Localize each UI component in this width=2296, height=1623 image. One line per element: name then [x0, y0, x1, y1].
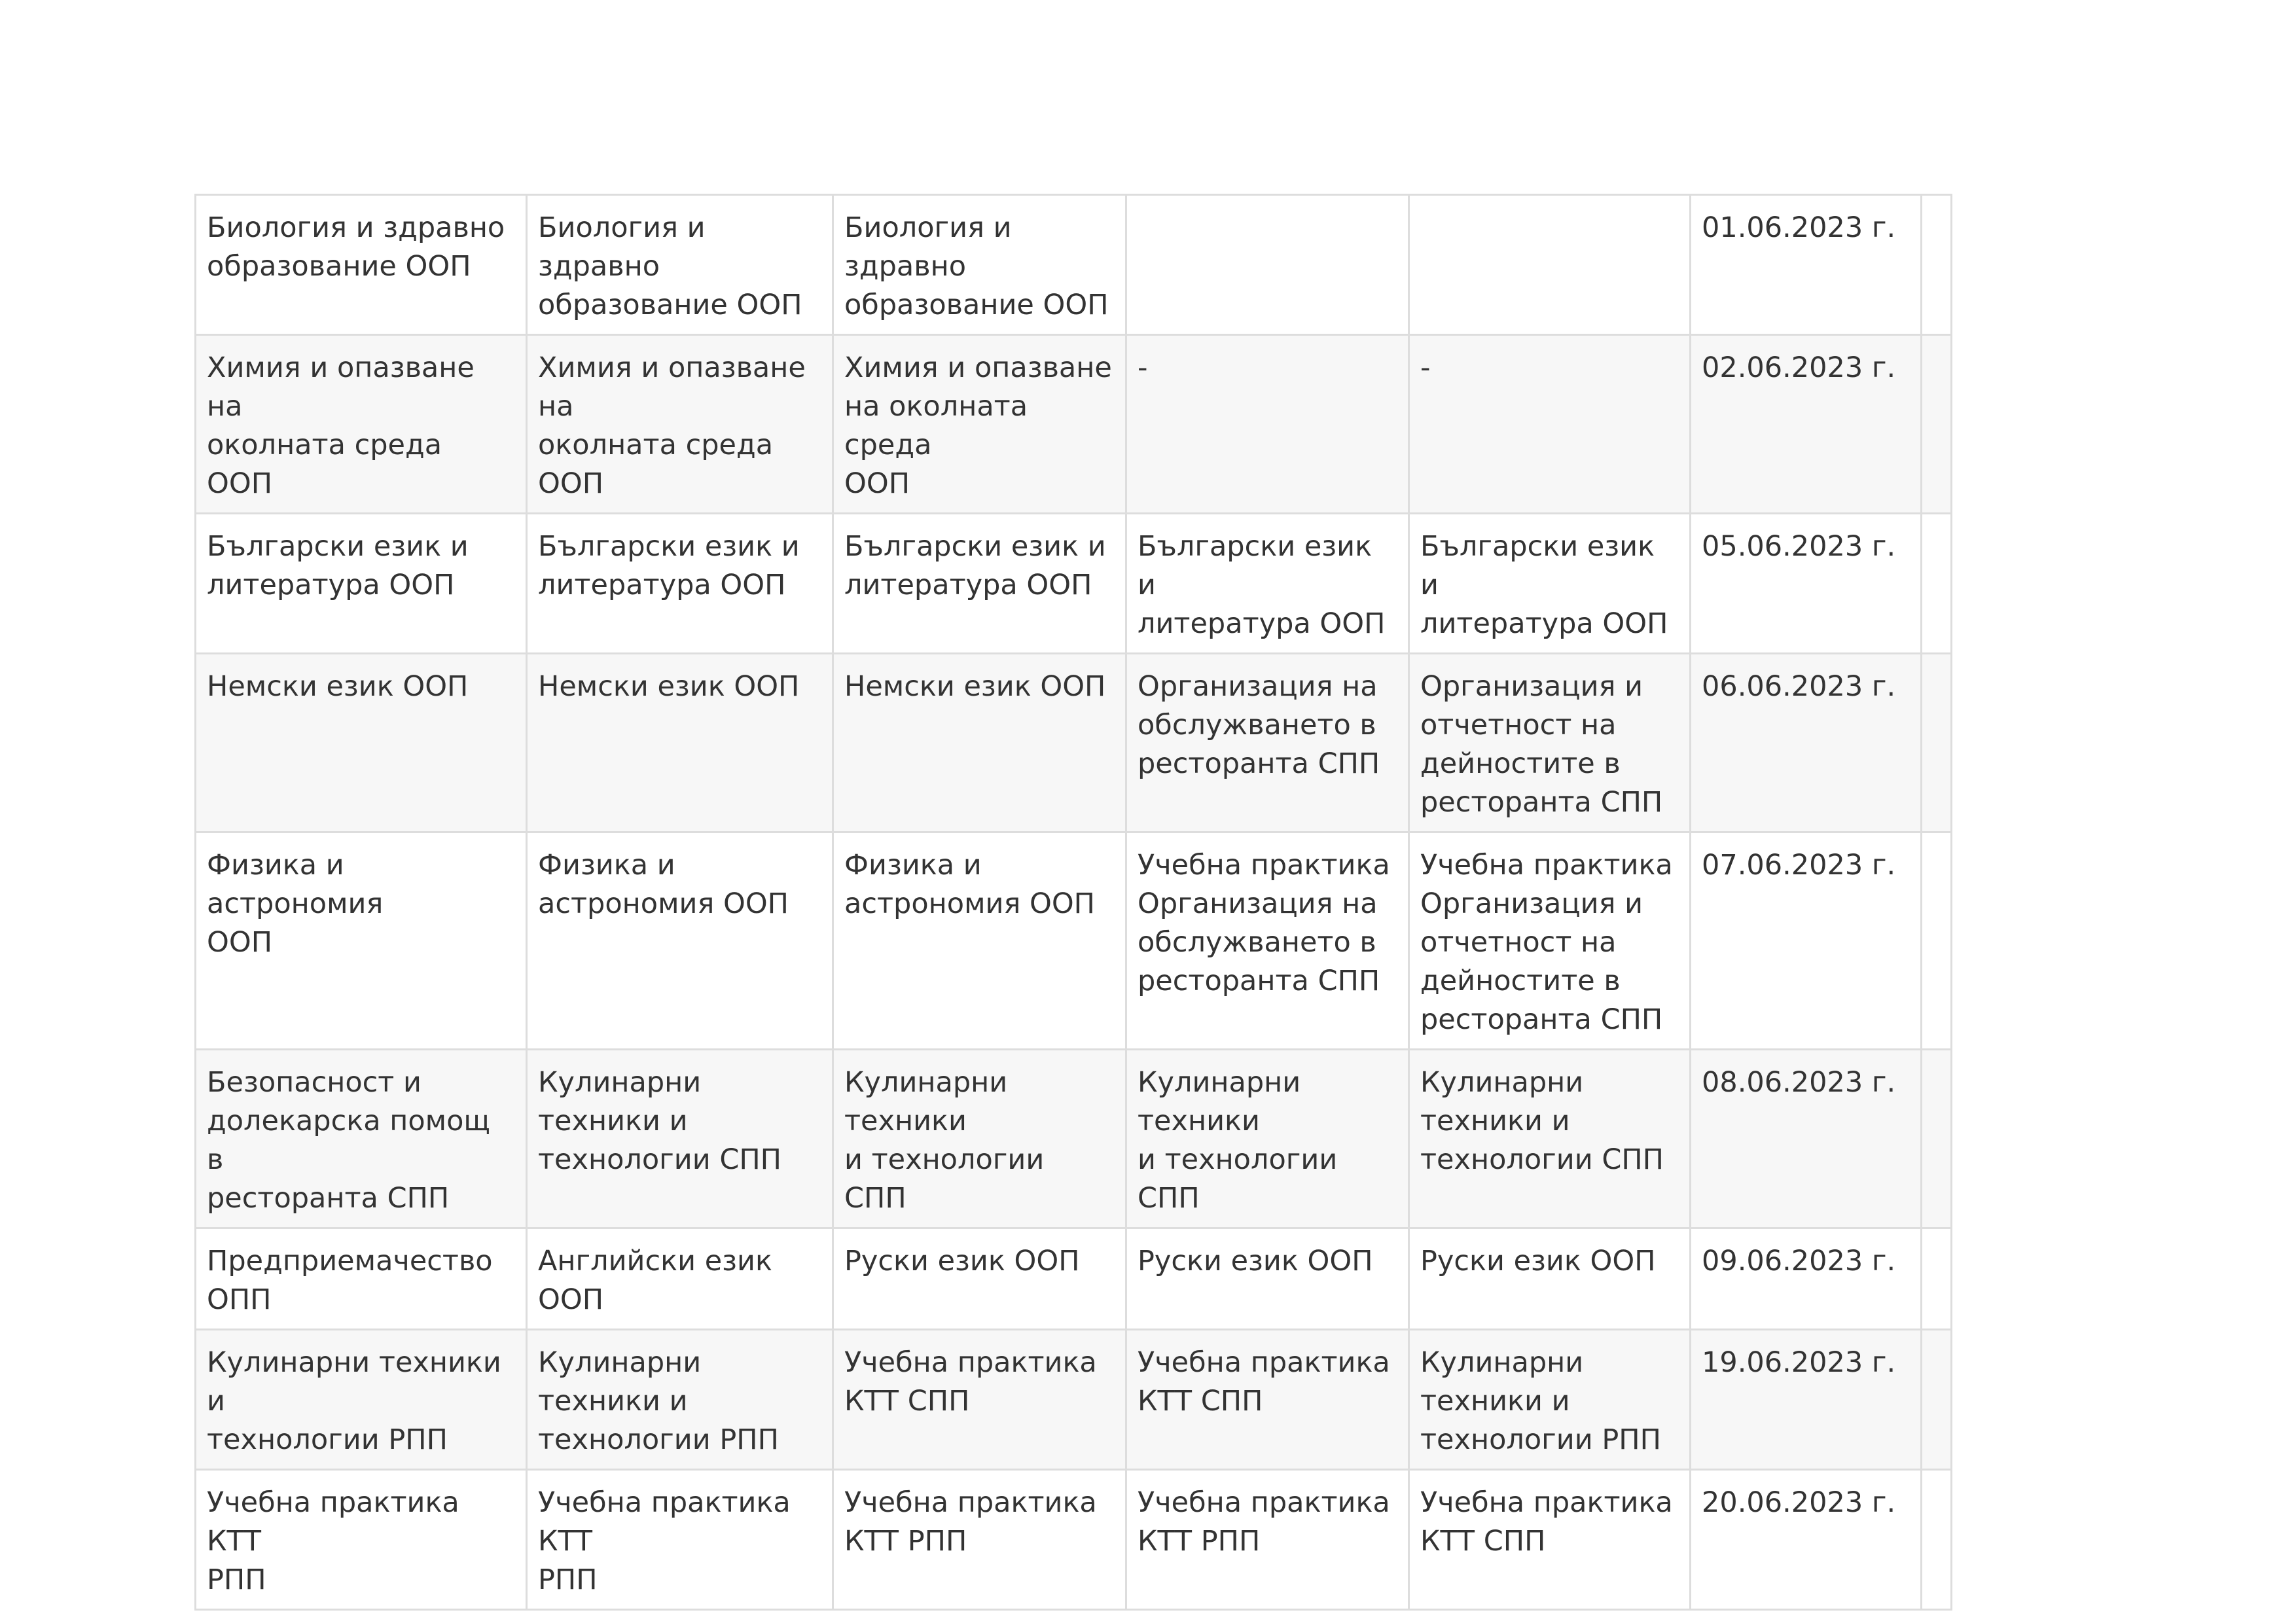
cell-text: Руски език ООП	[844, 1245, 1080, 1277]
table-cell-subject-col-1	[196, 832, 527, 1050]
cell-text: Български език и литература ООП	[844, 530, 1106, 601]
cell-text: Предприемачество ОПП	[207, 1245, 493, 1316]
table-cell-date	[1691, 1228, 1922, 1330]
cell-text: Немски език ООП	[538, 670, 800, 703]
table-row	[196, 195, 1952, 335]
table-cell-subject-col-1	[196, 1470, 527, 1610]
table-cell-subject-col-5	[1409, 1470, 1691, 1610]
cell-text: Учебна практика КТТ СПП	[1420, 1486, 1673, 1558]
exam-date: 20.06.2023 г.	[1702, 1486, 1896, 1519]
table-cell-subject-col-2	[527, 514, 833, 654]
table-cell-subject-col-2	[527, 1330, 833, 1470]
table-cell-subject-col-5	[1409, 335, 1691, 514]
cell-text: Немски език ООП	[844, 670, 1106, 703]
table-cell-subject-col-1	[196, 335, 527, 514]
table-cell-subject-col-5	[1409, 514, 1691, 654]
cell-text: -	[1138, 351, 1148, 384]
table-cell-date	[1691, 1470, 1922, 1610]
cell-text: Учебна практика КТТ РПП	[207, 1486, 459, 1596]
cell-text: Учебна практика КТТ СПП	[1138, 1346, 1390, 1418]
table-cell-extra	[1922, 195, 1952, 335]
table-row	[196, 335, 1952, 514]
cell-text: Кулинарни техники и технологии РПП	[1420, 1346, 1661, 1456]
table-cell-date	[1691, 1050, 1922, 1228]
exam-date: 09.06.2023 г.	[1702, 1245, 1896, 1277]
exam-date: 06.06.2023 г.	[1702, 670, 1896, 703]
cell-text: Кулинарни техники и технологии СПП	[1138, 1066, 1338, 1215]
table-cell-subject-col-4	[1126, 1470, 1409, 1610]
table-row	[196, 832, 1952, 1050]
cell-text: Кулинарни техники и технологии СПП	[844, 1066, 1045, 1215]
table-cell-subject-col-5	[1409, 1050, 1691, 1228]
table-cell-extra	[1922, 335, 1952, 514]
table-cell-date	[1691, 195, 1922, 335]
cell-text: Биология и здравно образование ООП	[207, 211, 505, 283]
table-cell-subject-col-1	[196, 1050, 527, 1228]
cell-text: Български език и литература ООП	[207, 530, 469, 601]
cell-text: Английски език ООП	[538, 1245, 772, 1316]
table-row	[196, 514, 1952, 654]
table-cell-subject-col-4	[1126, 1050, 1409, 1228]
table-cell-subject-col-2	[527, 335, 833, 514]
cell-text: Руски език ООП	[1420, 1245, 1656, 1277]
cell-text: Кулинарни техники и технологии РПП	[538, 1346, 779, 1456]
table-cell-subject-col-2	[527, 1470, 833, 1610]
cell-text: Учебна практика Организация на обслужването в ресторанта СПП	[1138, 849, 1390, 997]
cell-text: Учебна практика КТТ СПП	[844, 1346, 1097, 1418]
cell-text: Химия и опазване на околната среда ООП	[844, 351, 1112, 500]
cell-text: Учебна практика КТТ РПП	[538, 1486, 791, 1596]
table-cell-subject-col-4	[1126, 1228, 1409, 1330]
table-cell-subject-col-5	[1409, 1330, 1691, 1470]
table-cell-extra	[1922, 1050, 1952, 1228]
table-cell-subject-col-3	[833, 832, 1126, 1050]
exam-date: 07.06.2023 г.	[1702, 849, 1896, 882]
table-row	[196, 1228, 1952, 1330]
table-cell-subject-col-4	[1126, 514, 1409, 654]
table-row	[196, 1330, 1952, 1470]
cell-text: Кулинарни техники и технологии СПП	[1420, 1066, 1664, 1176]
cell-text: -	[1420, 351, 1431, 384]
table-cell-subject-col-1	[196, 195, 527, 335]
table-cell-subject-col-3	[833, 1228, 1126, 1330]
table-cell-subject-col-2	[527, 1228, 833, 1330]
table-cell-subject-col-2	[527, 832, 833, 1050]
table-cell-subject-col-3	[833, 654, 1126, 832]
table-cell-subject-col-2	[527, 654, 833, 832]
table-cell-subject-col-2	[527, 195, 833, 335]
table-cell-subject-col-2	[527, 1050, 833, 1228]
table-cell-date	[1691, 514, 1922, 654]
table-cell-extra	[1922, 514, 1952, 654]
cell-text: Учебна практика КТТ РПП	[844, 1486, 1097, 1558]
cell-text: Български език и литература ООП	[1138, 530, 1386, 640]
table-cell-subject-col-5	[1409, 654, 1691, 832]
table-cell-subject-col-4	[1126, 195, 1409, 335]
cell-text: Химия и опазване на околната среда ООП	[207, 351, 475, 500]
exam-date: 08.06.2023 г.	[1702, 1066, 1896, 1099]
cell-text: Химия и опазване на околната среда ООП	[538, 351, 806, 500]
cell-text: Кулинарни техники и технологии РПП	[207, 1346, 501, 1456]
table-cell-subject-col-3	[833, 335, 1126, 514]
table-cell-date	[1691, 335, 1922, 514]
cell-text: Биология и здравно образование ООП	[538, 211, 802, 321]
table-cell-subject-col-3	[833, 1050, 1126, 1228]
table-cell-subject-col-3	[833, 1470, 1126, 1610]
table-row	[196, 1050, 1952, 1228]
cell-text: Български език и литература ООП	[1420, 530, 1668, 640]
table-cell-extra	[1922, 1470, 1952, 1610]
cell-text: Физика и астрономия ООП	[538, 849, 789, 920]
cell-text: Немски език ООП	[207, 670, 469, 703]
exam-date: 05.06.2023 г.	[1702, 530, 1896, 563]
table-cell-subject-col-5	[1409, 1228, 1691, 1330]
table-row	[196, 654, 1952, 832]
table-cell-subject-col-5	[1409, 195, 1691, 335]
cell-text: Биология и здравно образование ООП	[844, 211, 1109, 321]
cell-text: Учебна практика Организация и отчетност на дейностите в ресторанта СПП	[1420, 849, 1673, 1036]
table-body	[196, 195, 1952, 1610]
table-cell-subject-col-1	[196, 514, 527, 654]
table-cell-subject-col-1	[196, 1228, 527, 1330]
cell-text: Организация и отчетност на дейностите в ресторанта СПП	[1420, 670, 1663, 819]
table-cell-subject-col-3	[833, 195, 1126, 335]
table-cell-extra	[1922, 654, 1952, 832]
table-cell-subject-col-4	[1126, 335, 1409, 514]
exam-schedule-table	[194, 194, 1952, 1611]
table-cell-subject-col-1	[196, 654, 527, 832]
table-cell-date	[1691, 1330, 1922, 1470]
cell-text: Физика и астрономия ООП	[207, 849, 384, 959]
cell-text: Български език и литература ООП	[538, 530, 800, 601]
table-cell-extra	[1922, 1228, 1952, 1330]
table-cell-subject-col-4	[1126, 1330, 1409, 1470]
table-cell-subject-col-5	[1409, 832, 1691, 1050]
table-row	[196, 1470, 1952, 1610]
table-cell-subject-col-4	[1126, 832, 1409, 1050]
table-cell-subject-col-3	[833, 514, 1126, 654]
table-cell-subject-col-3	[833, 1330, 1126, 1470]
table-cell-extra	[1922, 832, 1952, 1050]
exam-date: 01.06.2023 г.	[1702, 211, 1896, 244]
table-cell-date	[1691, 832, 1922, 1050]
cell-text: Учебна практика КТТ РПП	[1138, 1486, 1390, 1558]
exam-date: 19.06.2023 г.	[1702, 1346, 1896, 1379]
cell-text: Руски език ООП	[1138, 1245, 1373, 1277]
table-cell-extra	[1922, 1330, 1952, 1470]
table-cell-date	[1691, 654, 1922, 832]
exam-date: 02.06.2023 г.	[1702, 351, 1896, 384]
cell-text: Безопасност и долекарска помощ в ресторанта СПП	[207, 1066, 490, 1215]
table-cell-subject-col-4	[1126, 654, 1409, 832]
cell-text: Кулинарни техники и технологии СПП	[538, 1066, 782, 1176]
cell-text: Организация на обслужването в ресторанта СПП	[1138, 670, 1380, 780]
cell-text: Физика и астрономия ООП	[844, 849, 1096, 920]
table-cell-subject-col-1	[196, 1330, 527, 1470]
